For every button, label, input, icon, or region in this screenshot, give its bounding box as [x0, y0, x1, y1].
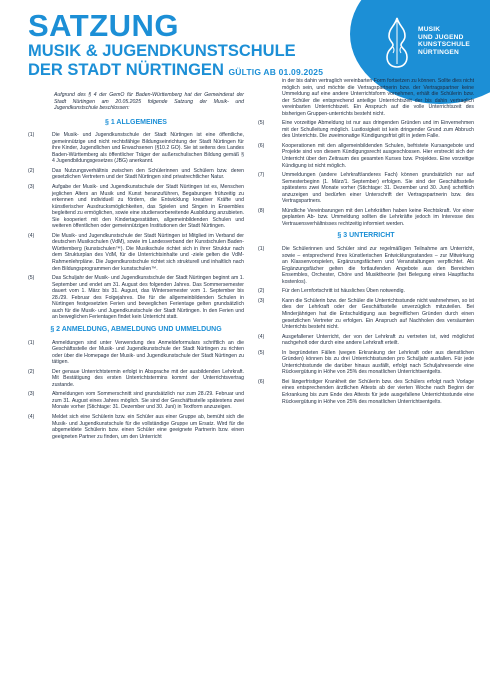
clause-number: (5) [258, 120, 265, 127]
clause-number: (4) [258, 333, 265, 340]
section-heading-2: § 2 ANMELDUNG, ABMELDUNG UND UMMELDUNG [50, 325, 222, 333]
right-column [258, 78, 474, 408]
clause-text: Aufgabe der Musik- und Jugendkunstschule der Stadt Nürtingen ist es, Menschen jeglichen Alters an Musik und Kunst heranzuführen, Begabungen frühzeitig zu erkennen und individuell zu fördern, die Entwicklung kreativer Kräfte und künstlerischer Ausdrucksmöglichkeiten, das Spielen und Singen in Ensembles begleitend zu ermöglichen, sowie eine studienvorbereitende Ausbildung anzubieten. Sie kooperiert mit den Kindertagesstätten, allgemeinbildenden Schulen und weiteren öffentlichen oder gemeinnützigen Institutionen der Stadt Nürtingen. [52, 184, 244, 230]
clause-number: (1) [28, 339, 35, 346]
clause [258, 288, 474, 295]
section-heading-3: § 3 UNTERRICHT [337, 232, 395, 240]
clause-number: (1) [258, 246, 265, 253]
clause-number: (1) [28, 132, 35, 139]
clause-text: in der bis dahin vertraglich vereinbarten Form fortsetzen zu können. Sollte dies nicht möglich sein, und möchte die Vertragspartnerin bzw. der Vertragspartner keine Ummeldung auf eine andere Unterrichtsform vornehmen, erhält die Schülerin bzw. der Schüler die entsprechend anteilige Unterrichtszeit der bis dahin vertraglich vereinbarten Unterrichtszeit. Ein Anspruch auf die volle Unterrichtszeit des bisherigen Gruppen-unterrichts besteht nicht. [282, 78, 474, 117]
page-title: SATZUNG [28, 8, 180, 43]
clause-number: (2) [258, 288, 265, 295]
clause-number: (5) [28, 275, 35, 282]
clause [28, 184, 244, 230]
clause-number: (4) [28, 232, 35, 239]
clause [28, 132, 244, 165]
clause [258, 246, 474, 285]
logo-line: KUNSTSCHULE [418, 41, 471, 49]
logo-line: MUSIK [418, 26, 441, 33]
clause-number: (6) [258, 142, 265, 149]
clause [28, 340, 244, 366]
clause-text: Die Schülerinnen und Schüler sind zur regelmäßigen Teilnahme am Unterricht, sowie – entsprechend ihres künstlerischen Entwicklungsstandes – zur Mitwirkung an Klassenvorspielen, Ergänzungsfächern und Veranstaltungen verpflichtet. Als Ergänzungsfächer gelten die fortlaufenden Angebote aus den Bereichen Ensembles, Orchester, Chöre und Musiktheorie (bei Belegung eines Hauptfachs kostenlos). [282, 246, 474, 285]
clause [28, 369, 244, 389]
clause-number: (6) [258, 378, 265, 385]
clause-text: Meldet sich eine Schülerin bzw. ein Schüler aus einer Gruppe ab, bemüht sich die Musik- und Jugendkunstschule für die vollständige Gruppe um Ersatz. Wird für die abgemeldete Schülerin bzw. einen Schüler eine geeignete Partnerin bzw. einen geeigneten Partner zu finden, um den Unterricht [52, 413, 244, 440]
subtitle-line-2: DER STADT NÜRTINGEN [28, 61, 224, 79]
clause [258, 298, 474, 331]
clause-text: Das Nutzungsverhältnis zwischen den Schülerinnen und Schülern bzw. deren gesetzlichen Vertretern und der Stadt Nürtingen sind privatrechtlicher Natur. [52, 167, 244, 181]
school-logo [380, 10, 476, 72]
clause [258, 172, 474, 205]
clause-text: Ummeldungen (andere Lehrkraft/anderes Fach) können grundsätzlich nur auf Semesterbeginn (1. März/1. September) erfolgen. Sie sind der Geschäftsstelle spätestens zwei Monate vorher (Stichtage: 31. Dezember und 30. Juni) schriftlich anzuzeigen und bedürfen einer Unterschrift der Vertragspartnerin bzw. des Vertragspartners. [282, 172, 474, 205]
clause [28, 275, 244, 321]
clause [28, 391, 244, 411]
clause [258, 350, 474, 376]
clause [258, 120, 474, 140]
clause-text: Eine vorzeitige Abmeldung ist nur aus dringenden Gründen und im Einvernehmen mit der Schulleitung möglich. Lustlosigkeit ist kein dringender Grund zum Abbruch des Unterrichts. Die zweimonatige Kündigungsfrist gilt in jedem Falle. [282, 120, 474, 140]
violin-logo-icon [380, 16, 414, 68]
clause-text: Bei längerfristiger Krankheit der Schülerin bzw. des Schülers erfolgt nach Vorlage eines entsprechenden ärztlichen Attests ab der vierten Woche nach Beginn der Erkrankung bis zum Ende des Attests für jede ausgefallene Unterrichtsstunde eine Rückvergütung in Höhe von 25% des monatlichen Unterrichtsentgelts. [282, 378, 474, 405]
clause-number: (3) [28, 391, 35, 398]
logo-line: NÜRTINGEN [418, 48, 459, 56]
clause-text: Die Musik- und Jugendkunstschule der Stadt Nürtingen ist Mitglied im Verband der deutschen Musikschulen (VdM), sowie im Landesverband der Kunstschulen Baden-Württemberg (kunstschulen™). Die Musikschule richtet sich in ihrer Struktur nach dem Strukturplan des VdM, für die Unterrichtsinhalte und -ziele gelten die VdM-Rahmenlehrpläne. Die Jugendkunstschule richtet sich strukturell und inhaltlich nach den Bildungsprogrammen der kunstschulen™. [52, 232, 244, 272]
clause-text: Mündliche Vereinbarungen mit den Lehrkräften haben keine Rechtskraft. Vor einer geplanten Ab- bzw. Ummeldung sollten die Lehrkräfte jedoch im Interesse des Vertrauensverhältnisses rechtzeitig informiert werden. [282, 207, 474, 227]
subtitle-line-1: MUSIK & JUGENDKUNSTSCHULE [28, 42, 296, 60]
clause-number: (3) [258, 297, 265, 304]
left-column [28, 92, 244, 443]
clause [258, 334, 474, 347]
logo-line: UND JUGEND [418, 33, 464, 41]
clause-text: Kooperationen mit den allgemeinbildenden Schulen, befristete Kursangebote und Projekte sind von diesem Kündigungsrecht ausgeschlossen. Hier erstreckt sich der Unterricht über den Zeitraum des gesamten Kurses bzw. Projektes. Eine vorzeitige Kündigung ist nicht möglich. [282, 142, 474, 169]
clause [28, 168, 244, 181]
clause-text: Das Schuljahr der Musik- und Jugendkunstschule der Stadt Nürtingen beginnt am 1. September und endet am 31. August des folgenden Jahres. Das Sommersemester dauert vom 1. März bis 31. August, das Wintersemester vom 1. September bis 28./29. Februar des Folgejahres. Die für die allgemeinbildenden Schulen in Nürtingen festgesetzten Ferien und beweglichen Ferientage gelten grundsätzlich auch für die Musik- und Jugendkunstschule der Stadt Nürtingen. In den Ferien und an beweglichen Ferientagen findet kein Unterricht statt. [52, 275, 244, 321]
clause-text: Die Musik- und Jugendkunstschule der Stadt Nürtingen ist eine öffentliche, gemeinnützige und nicht rechtsfähige Bildungseinrichtung der Stadt Nürtingen für ihre Kinder, Jugendlichen und Erwachsenen (§10.2 GO). Sie ist seitens des Landes Baden-Württemberg als öffentlicher Träger der außerschulischen Bildung gemäß § 4 Jugendbildungsgesetzes (JBG) anerkannt. [52, 132, 244, 165]
clause-number: (2) [28, 368, 35, 375]
clause [28, 233, 244, 272]
clause-text: Anmeldungen sind unter Verwendung des Anmeldeformulars schriftlich an die Geschäftsstelle der Musik- und Jugendkunstschule der Stadt Nürtingen zu richten oder über die Homepage der Musik- und Jugendkunstschule der Stadt Nürtingen zu tätigen. [52, 339, 244, 366]
clause [258, 143, 474, 169]
clause [28, 414, 244, 440]
clause [258, 208, 474, 228]
clause-number: (4) [28, 413, 35, 420]
clause-number: (7) [258, 172, 265, 179]
clause-number: (3) [28, 184, 35, 191]
clause-number: (8) [258, 207, 265, 214]
clause-text: Der genaue Unterrichtstermin erfolgt in Absprache mit der ausbildenden Lehrkraft. Mit Bestätigung des ersten Unterrichtstermins kommt der Unterrichtsvertrag zustande. [52, 368, 244, 388]
preamble: Aufgrund des § 4 der GemO für Baden-Württemberg hat der Gemeinderat der Stadt Nürtingen am 20.05.2025 folgende Satzung der Musik- und Jugendkunstschule beschlossen: [54, 92, 244, 112]
clause-number: (2) [28, 167, 35, 174]
section-heading-1: § 1 ALLGEMEINES [105, 118, 167, 126]
clause-number: (5) [258, 349, 265, 356]
page-subtitle [28, 42, 323, 82]
clause [258, 379, 474, 405]
clause-text: Ausgefallener Unterricht, der von der Lehrkraft zu vertreten ist, wird möglichst nachgeholt oder durch eine andere Lehrkraft erteilt. [282, 333, 474, 347]
logo-wordmark [418, 26, 470, 56]
clause-text: Kann die Schülerin bzw. der Schüler die Unterrichtsstunde nicht wahrnehmen, so ist dies der Lehrkraft oder der Geschäftsstelle unverzüglich mitzuteilen. Bei Minderjährigen hat die Entschuldigung aus begreiflichen Gründen durch einen gesetzlichen Vertreter zu erfolgen. Ein Anspruch auf Nachholen des versäumten Unterrichts besteht nicht. [282, 297, 474, 331]
clause-continuation [258, 78, 474, 117]
clause-text: Abmeldungen vom Sommerschnitt sind grundsätzlich nur zum 28./29. Februar und zum 31. August eines Jahres möglich. Sie sind der Geschäftsstelle spätestens zwei Monate vorher (Stichtage: 31. Dezember und 30. Juni) in Textform anzuzeigen. [52, 391, 244, 411]
clause-text: Für den Lernfortschritt ist häusliches Üben notwendig. [282, 288, 405, 295]
validity-date: GÜLTIG AB 01.09.2025 [228, 67, 324, 77]
clause-text: In begründeten Fällen (wegen Erkrankung der Lehrkraft oder aus dienstlichen Gründen) können bis zu drei Unterrichtsstunden pro Schuljahr ausfallen. Für jede Unterrichtsstunde die darüber hinaus ausfällt, erfolgt nach Schuljahresende eine Rückvergütung in Höhe von 25% des monatlichen Unterrichtsentgelts. [282, 349, 474, 376]
